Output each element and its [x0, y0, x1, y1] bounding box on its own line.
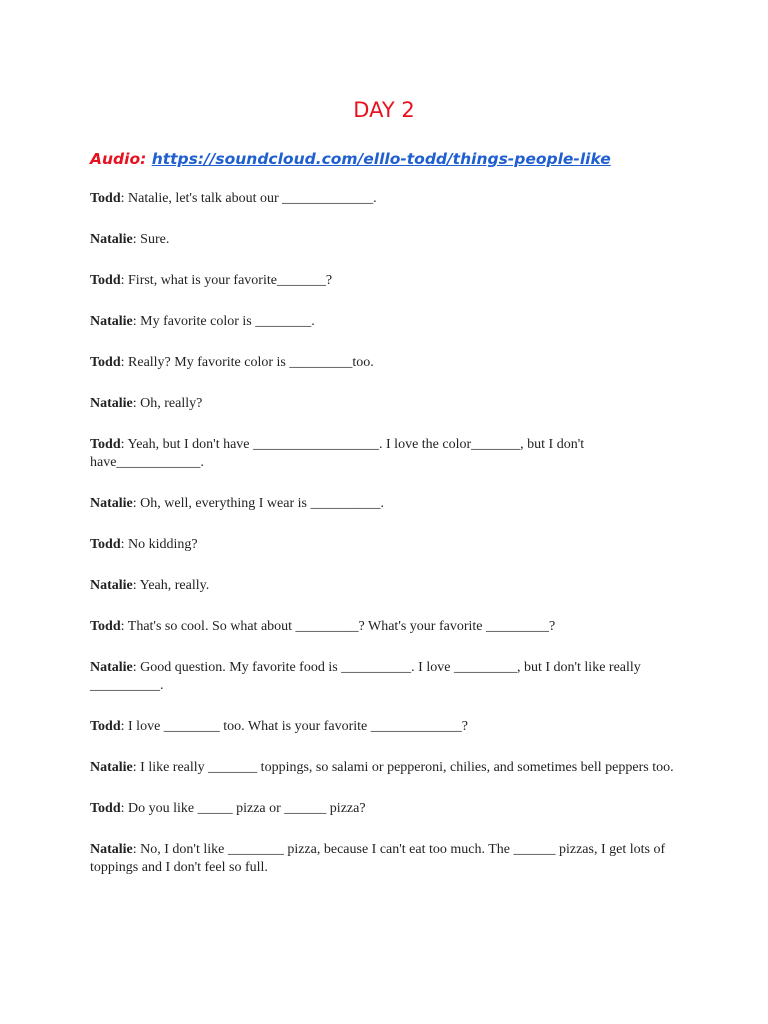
audio-line — [90, 146, 611, 172]
speaker-name: Todd — [90, 619, 121, 634]
dialogue-line — [90, 800, 680, 818]
speaker-name: Natalie — [90, 496, 133, 511]
dialogue-text: : That's so cool. So what about _________? What's your favorite _________? — [120, 619, 556, 634]
speaker-name: Natalie — [90, 232, 133, 247]
dialogue-text: : Do you like _____ pizza or ______ pizza? — [120, 801, 366, 816]
page-title: DAY 2 — [353, 98, 415, 122]
dialogue-text: : Yeah, really. — [132, 578, 210, 593]
dialogue-text: : Sure. — [132, 232, 170, 247]
dialogue-text: : No, I don't like ________ pizza, because I can't eat too much. The ______ pizzas, I get lots of toppings and I don't feel so full. — [90, 842, 666, 875]
dialogue-text: : Good question. My favorite food is __________. I love _________, but I don't like really __________. — [90, 660, 641, 693]
speaker-name: Natalie — [90, 314, 133, 329]
dialogue-line — [90, 190, 680, 208]
dialogue-text: : Oh, really? — [132, 396, 203, 411]
dialogue-text: : Really? My favorite color is _________too. — [120, 355, 374, 370]
speaker-name: Todd — [90, 355, 121, 370]
dialogue-list — [90, 190, 680, 900]
dialogue-line — [90, 759, 680, 777]
dialogue-text: : Oh, well, everything I wear is __________. — [132, 496, 384, 511]
dialogue-line — [90, 395, 680, 413]
audio-link[interactable]: https://soundcloud.com/elllo-todd/things-people-like — [151, 150, 611, 168]
dialogue-line — [90, 272, 680, 290]
speaker-name: Todd — [90, 191, 121, 206]
speaker-name: Todd — [90, 273, 121, 288]
dialogue-line — [90, 618, 680, 636]
dialogue-line — [90, 436, 680, 472]
dialogue-text: : I like really _______ toppings, so salami or pepperoni, chilies, and sometimes bell peppers too. — [132, 760, 674, 775]
dialogue-line — [90, 495, 680, 513]
dialogue-text: : Natalie, let's talk about our _____________. — [120, 191, 377, 206]
dialogue-text: : My favorite color is ________. — [132, 314, 315, 329]
dialogue-text: : Yeah, but I don't have __________________. I love the color_______, but I don't have____________. — [90, 437, 585, 470]
speaker-name: Todd — [90, 719, 121, 734]
dialogue-line — [90, 718, 680, 736]
dialogue-line — [90, 313, 680, 331]
speaker-name: Natalie — [90, 660, 133, 675]
speaker-name: Natalie — [90, 578, 133, 593]
dialogue-line — [90, 841, 680, 877]
audio-label: Audio: — [90, 150, 152, 168]
dialogue-line — [90, 354, 680, 372]
speaker-name: Natalie — [90, 842, 133, 857]
speaker-name: Natalie — [90, 396, 133, 411]
dialogue-line — [90, 577, 680, 595]
dialogue-line — [90, 231, 680, 249]
dialogue-text: : No kidding? — [120, 537, 198, 552]
speaker-name: Todd — [90, 537, 121, 552]
speaker-name: Natalie — [90, 760, 133, 775]
speaker-name: Todd — [90, 437, 121, 452]
dialogue-text: : First, what is your favorite_______? — [120, 273, 333, 288]
dialogue-line — [90, 536, 680, 554]
speaker-name: Todd — [90, 801, 121, 816]
dialogue-text: : I love ________ too. What is your favorite _____________? — [120, 719, 468, 734]
dialogue-line — [90, 659, 680, 695]
